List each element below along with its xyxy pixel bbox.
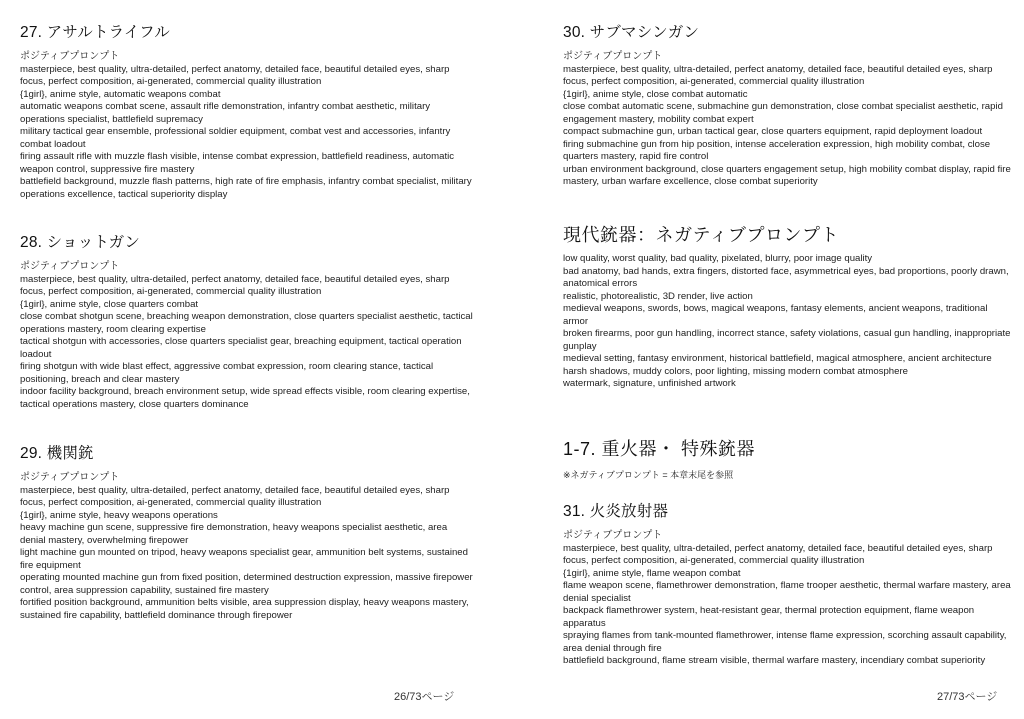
section-29-machine-gun [20,444,475,622]
page-number: 26/73ページ [394,691,455,703]
positive-prompt-label: ポジティブプロンプト [20,51,120,62]
prompt-line: {1girl}, anime style, close quarters combat [20,298,199,310]
prompt-line: spraying flames from tank-mounted flamethrower, intense flame expression, scorching assault capability, area denial through fire [563,630,1007,654]
section-28-shotgun [20,233,475,411]
positive-prompt-label: ポジティブプロンプト [20,261,120,272]
prompt-line: urban environment background, close quarters engagement setup, high mobility combat display, rapid fire mastery, urban warfare excellence, close combat superiority [563,163,1011,187]
chapter-title: 1-7. 重火器・ 特殊銃器 [563,439,756,459]
prompt-line: watermark, signature, unfinished artwork [563,378,736,389]
prompt-line: close combat shotgun scene, breaching weapon demonstration, close quarters specialist aesthetic, tactical operations mastery, room clearing expertise [20,311,473,335]
prompt-line: medieval weapons, swords, bows, magical weapons, fantasy elements, ancient weapons, traditional armor [563,303,988,327]
prompt-line: compact submachine gun, urban tactical gear, close quarters equipment, rapid deployment loadout [563,126,983,137]
section-title: 28. ショットガン [20,234,141,251]
prompt-line: medieval setting, fantasy environment, historical battlefield, magical atmosphere, ancient architecture [563,353,992,364]
prompt-line: battlefield background, muzzle flash patterns, high rate of fire emphasis, infantry combat specialist, military operations excellence, tactical superiority display [20,176,472,200]
prompt-line: masterpiece, best quality, ultra-detailed, perfect anatomy, detailed face, beautiful detailed eyes, sharp focus, perfect composition, ai-generated, commercial quality illustration [20,484,450,508]
section-31-flamethrower [563,502,1011,668]
section-30-submachine-gun [563,23,1011,189]
section-title: 31. 火炎放射器 [563,503,669,520]
prompt-line: low quality, worst quality, bad quality, pixelated, blurry, poor image quality [563,253,873,264]
positive-prompt-label: ポジティブプロンプト [20,472,120,483]
negative-prompt-lines [563,253,1011,391]
prompt-line: light machine gun mounted on tripod, heavy weapons specialist gear, ammunition belt systems, sustained fire equipment [20,547,468,571]
section-title: 27. アサルトライフル [20,24,170,41]
prompt-line: heavy machine gun scene, suppressive fire demonstration, heavy weapons specialist aesthetic, area denial mastery, overwhelming firepower [20,522,448,546]
section-27-assault-rifle [20,23,475,201]
prompt-line: masterpiece, best quality, ultra-detailed, perfect anatomy, detailed face, beautiful detailed eyes, sharp focus, perfect composition, ai-generated, commercial quality illustration [20,63,450,87]
prompt-line: military tactical gear ensemble, professional soldier equipment, combat vest and accessories, infantry combat loadout [20,126,451,150]
prompt-lines [20,274,475,412]
prompt-line: {1girl}, anime style, automatic weapons combat [20,88,221,100]
prompt-line: broken firearms, poor gun handling, incorrect stance, safety violations, casual gun handling, inappropriate gunplay [563,328,1011,352]
prompt-line: battlefield background, flame stream visible, thermal warfare mastery, incendiary combat superiority [563,655,986,666]
positive-prompt-label: ポジティブプロンプト [563,51,663,62]
prompt-lines [563,64,1011,189]
right-page [512,0,1024,719]
prompt-line: {1girl}, anime style, heavy weapons operations [20,509,218,521]
section-title: 30. サブマシンガン [563,24,700,41]
prompt-lines [563,543,1011,668]
prompt-line: indoor facility background, breach environment setup, wide spread effects visible, room clearing expertise, tactical operations mastery, close quarters dominance [20,386,470,410]
prompt-line: firing shotgun with wide blast effect, aggressive combat expression, room clearing stance, tactical positioning, breach and clear mastery [20,361,434,385]
prompt-line: backpack flamethrower system, heat-resistant gear, thermal protection equipment, flame weapon apparatus [563,605,975,629]
prompt-line: masterpiece, best quality, ultra-detailed, perfect anatomy, detailed face, beautiful detailed eyes, sharp focus, perfect composition, ai-generated, commercial quality illustration [20,273,450,297]
section-negative-prompt [563,224,1011,391]
prompt-line: masterpiece, best quality, ultra-detailed, perfect anatomy, detailed face, beautiful detailed eyes, sharp focus, perfect composition, ai-generated, commercial quality illustration [563,63,993,87]
prompt-line: flame weapon scene, flamethrower demonstration, flame trooper aesthetic, thermal warfare mastery, area denial specialist [563,580,1011,604]
prompt-line: {1girl}, anime style, flame weapon combat [563,567,741,579]
prompt-lines [20,64,475,202]
prompt-line: {1girl}, anime style, close combat automatic [563,88,748,100]
prompt-line: close combat automatic scene, submachine gun demonstration, close combat specialist aesthetic, rapid engagement mastery, mobility combat expert [563,101,1003,125]
prompt-line: harsh shadows, muddy colors, poor lighting, missing modern combat atmosphere [563,365,909,377]
negative-prompt-note: ※ネガティブプロンプト = 本章末尾を参照 [563,470,734,480]
prompt-line: tactical shotgun with accessories, close quarters specialist gear, breaching equipment, tactical operation loadout [20,336,462,360]
page-number: 27/73ページ [937,691,998,703]
prompt-line: automatic weapons combat scene, assault rifle demonstration, infantry combat aesthetic, military operations specialist, battlefield supremacy [20,101,431,125]
negative-prompt-title: 現代銃器：ネガティブプロンプト [563,225,840,245]
prompt-line: fortified position background, ammunition belts visible, area suppression display, heavy weapons mastery, sustained fire capability, battlefield dominance through firepower [20,597,469,621]
prompt-line: operating mounted machine gun from fixed position, determined destruction expression, massive firepower control, area suppression capability, sustained fire mastery [20,572,473,596]
prompt-line: firing submachine gun from hip position, intense acceleration expression, high mobility combat, close quarters mastery, rapid fire control [563,138,991,162]
prompt-line: masterpiece, best quality, ultra-detailed, perfect anatomy, detailed face, beautiful detailed eyes, sharp focus, perfect composition, ai-generated, commercial quality illustration [563,542,993,566]
prompt-line: firing assault rifle with muzzle flash visible, intense combat expression, battlefield readiness, automatic weapon control, suppressive fire mastery [20,151,455,175]
prompt-line: bad anatomy, bad hands, extra fingers, distorted face, asymmetrical eyes, bad proportions, poorly drawn, anatomical errors [563,265,1009,289]
positive-prompt-label: ポジティブプロンプト [563,530,663,541]
prompt-line: realistic, photorealistic, 3D render, live action [563,290,753,302]
prompt-lines [20,485,475,623]
chapter-heavy-special-firearms [563,438,1011,481]
section-title: 29. 機関銃 [20,445,94,462]
